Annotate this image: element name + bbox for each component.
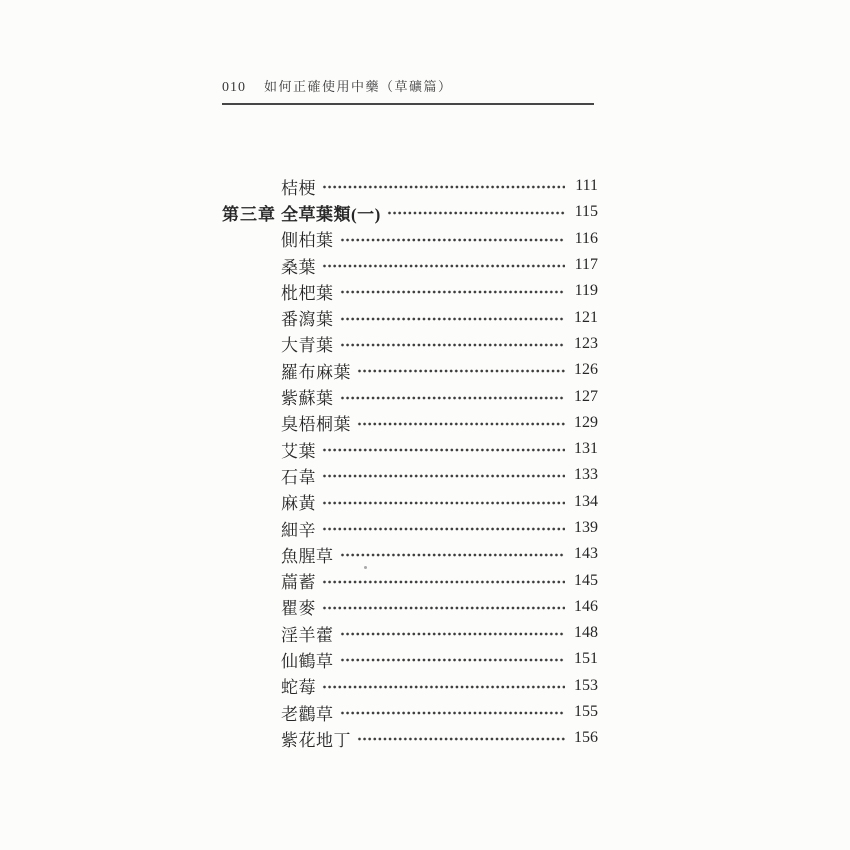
dot-leader <box>322 603 565 613</box>
folio-page-number: 010 <box>222 80 246 95</box>
entry-title: 羅布麻葉 <box>281 362 351 382</box>
running-title: 如何正確使用中藥（草礦篇） <box>264 79 453 94</box>
entry-title: 臭梧桐葉 <box>281 415 351 435</box>
entry-page-number: 121 <box>574 308 598 326</box>
dot-leader <box>340 393 566 403</box>
entry-title: 老鸛草 <box>281 704 334 724</box>
running-header <box>222 76 594 105</box>
entry-title: 萹蓄 <box>281 573 316 593</box>
entry-page-number: 119 <box>574 282 598 300</box>
toc-row <box>222 594 598 620</box>
toc-row <box>222 383 598 409</box>
entry-title: 紫蘇葉 <box>281 389 334 409</box>
table-of-contents <box>222 173 598 752</box>
dot-leader <box>340 655 566 665</box>
entry-page-number: 146 <box>574 597 598 615</box>
entry-title: 大青葉 <box>281 336 334 356</box>
entry-page-number: 151 <box>574 650 598 668</box>
toc-row <box>222 410 598 436</box>
entry-title: 枇杷葉 <box>281 283 334 303</box>
dot-leader <box>340 235 566 245</box>
entry-title: 麻黃 <box>281 494 316 514</box>
entry-page-number: 155 <box>574 703 598 721</box>
dot-leader <box>322 577 565 587</box>
entry-title: 石韋 <box>281 467 316 487</box>
toc-row <box>222 436 598 462</box>
toc-row <box>222 173 598 199</box>
toc-row <box>222 462 598 488</box>
entry-page-number: 131 <box>574 440 598 458</box>
entry-title: 仙鶴草 <box>281 651 334 671</box>
entry-page-number: 129 <box>574 413 598 431</box>
entry-page-number: 123 <box>574 334 598 352</box>
toc-row <box>222 278 598 304</box>
toc-row <box>222 304 598 330</box>
entry-page-number: 145 <box>574 571 598 589</box>
entry-title: 艾葉 <box>281 441 316 461</box>
dot-leader <box>322 471 565 481</box>
dot-leader <box>357 419 565 429</box>
entry-title: 淫羊藿 <box>281 625 334 645</box>
toc-row <box>222 620 598 646</box>
entry-page-number: 156 <box>574 729 598 747</box>
entry-title: 番瀉葉 <box>281 310 334 330</box>
dot-leader <box>322 261 565 271</box>
entry-title: 紫花地丁 <box>281 730 351 750</box>
toc-row <box>222 541 598 567</box>
dot-leader <box>357 366 565 376</box>
entry-page-number: 153 <box>574 676 598 694</box>
dot-leader <box>322 182 565 192</box>
entry-title: 全草葉類(一) <box>281 204 381 224</box>
entry-page-number: 134 <box>574 492 598 510</box>
entry-title: 蛇莓 <box>281 678 316 698</box>
dot-leader <box>340 708 566 718</box>
dot-leader <box>340 287 566 297</box>
entry-title: 側柏葉 <box>281 231 334 251</box>
toc-row <box>222 515 598 541</box>
entry-page-number: 126 <box>574 361 598 379</box>
dot-leader <box>322 524 565 534</box>
chapter-label: 第三章 <box>222 204 276 224</box>
toc-row <box>222 489 598 515</box>
toc-row <box>222 199 598 225</box>
toc-row <box>222 567 598 593</box>
entry-title: 細辛 <box>281 520 316 540</box>
entry-title: 魚腥草 <box>281 546 334 566</box>
dot-leader <box>357 734 565 744</box>
entry-page-number: 143 <box>574 545 598 563</box>
entry-page-number: 116 <box>574 229 598 247</box>
dot-leader <box>340 314 566 324</box>
toc-row <box>222 357 598 383</box>
toc-row <box>222 331 598 357</box>
dot-leader <box>387 208 565 218</box>
entry-title: 瞿麥 <box>281 599 316 619</box>
entry-page-number: 139 <box>574 519 598 536</box>
dot-leader <box>340 340 566 350</box>
entry-page-number: 127 <box>574 387 598 405</box>
entry-page-number: 111 <box>575 177 598 195</box>
dot-leader <box>322 682 565 692</box>
dot-leader <box>340 550 566 560</box>
entry-title: 桑葉 <box>281 257 316 277</box>
dot-leader <box>340 629 566 639</box>
entry-page-number: 148 <box>574 624 598 642</box>
print-speck <box>364 566 367 569</box>
toc-row <box>222 699 598 725</box>
toc-row <box>222 226 598 252</box>
toc-row <box>222 725 598 751</box>
entry-page-number: 115 <box>574 203 598 221</box>
dot-leader <box>322 445 565 455</box>
dot-leader <box>322 498 565 508</box>
toc-row <box>222 673 598 699</box>
toc-row <box>222 646 598 672</box>
entry-page-number: 117 <box>574 256 598 274</box>
toc-row <box>222 252 598 278</box>
entry-title: 桔梗 <box>281 178 316 198</box>
entry-page-number: 133 <box>574 466 598 484</box>
